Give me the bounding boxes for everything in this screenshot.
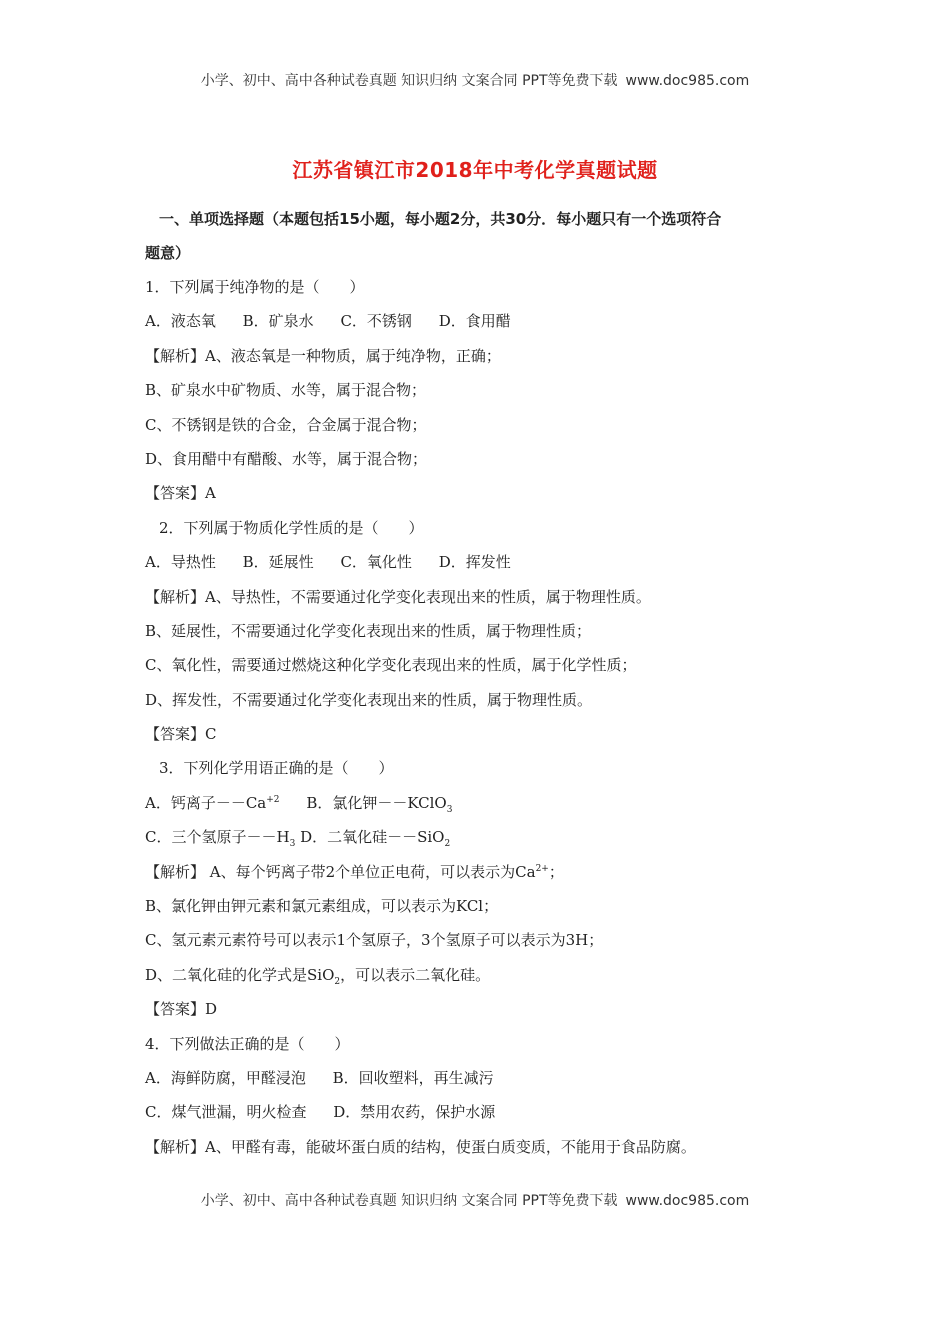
q3-analysis-a (145, 855, 815, 889)
q2-answer: 【答案】C (145, 725, 217, 744)
document-title: 江苏省镇江市2018年中考化学真题试题 (292, 158, 658, 182)
q2-option-d: D．挥发性 (438, 553, 511, 572)
q3-option-a-sup: +2 (266, 794, 280, 805)
q4-options-cd (145, 1095, 815, 1129)
footer-url[interactable]: www.doc985.com (625, 1193, 750, 1209)
q3-option-d (300, 828, 451, 850)
header-url[interactable]: www.doc985.com (625, 73, 750, 89)
q3-option-b-text: B．氯化钾－－KClO (306, 793, 447, 812)
q3-option-d-text: D．二氧化硅－－SiO (300, 828, 445, 847)
q1-analysis-b: B、矿泉水中矿物质、水等，属于混合物； (145, 381, 427, 400)
q1-option-d: D．食用醋 (438, 312, 511, 331)
q2-option-c: C．氧化性 (340, 553, 412, 572)
document-body (145, 202, 815, 1164)
q4-options-ab (145, 1061, 815, 1095)
q3-options-ab (145, 786, 815, 820)
q2-option-a: A．导热性 (145, 553, 216, 572)
q3-option-c-sub: 3 (289, 839, 296, 850)
header-text: 小学、初中、高中各种试卷真题 知识归纳 文案合同 PPT等免费下载 (200, 73, 618, 89)
q3-option-b-sub: 3 (446, 804, 453, 815)
q3-option-c-text: C．三个氢原子－－H (145, 828, 290, 847)
q3-answer: 【答案】D (145, 1000, 218, 1019)
page-footer (0, 1190, 950, 1210)
q1-question: 1．下列属于纯净物的是（ ） (145, 278, 365, 296)
q3-question: 3．下列化学用语正确的是（ ） (159, 759, 394, 778)
q3-analysis-d-sub: 2 (334, 976, 341, 987)
q4-analysis-a: 【解析】A、甲醛有毒，能破坏蛋白质的结构，使蛋白质变质，不能用于食品防腐。 (145, 1137, 696, 1156)
q1-analysis-d: D、食用醋中有醋酸、水等，属于混合物； (145, 449, 428, 468)
q3-option-b (306, 793, 453, 815)
q3-option-a (145, 794, 280, 812)
q3-options-cd (145, 820, 815, 854)
q3-analysis-b: B、氯化钾由钾元素和氯元素组成，可以表示为KCl； (145, 897, 499, 916)
q4-question: 4．下列做法正确的是（ ） (145, 1034, 350, 1053)
q2-analysis-d: D、挥发性，不需要通过化学变化表现出来的性质，属于物理性质。 (145, 690, 593, 709)
q3-option-a-text: A．钙离子－－Ca (145, 793, 267, 812)
q1-option-b: B．矿泉水 (242, 312, 314, 331)
q2-analysis-b: B、延展性，不需要通过化学变化表现出来的性质，属于物理性质； (145, 621, 592, 640)
q2-analysis-c: C、氧化性，需要通过燃烧这种化学变化表现出来的性质，属于化学性质； (145, 656, 637, 675)
q3-analysis-d (145, 958, 815, 992)
q4-option-c: C．煤气泄漏，明火检查 (145, 1103, 307, 1122)
section-heading-line1: 一、单项选择题（本题包括15小题，每小题2分，共30分．每小题只有一个选项符合 (159, 210, 722, 228)
q2-options (145, 545, 815, 579)
q1-option-c: C．不锈钢 (340, 312, 412, 331)
q4-option-a: A．海鲜防腐，甲醛浸泡 (145, 1068, 306, 1087)
q4-option-d: D．禁用农药，保护水源 (333, 1103, 496, 1122)
q2-question: 2．下列属于物质化学性质的是（ ） (159, 518, 424, 537)
q3-analysis-d-post: ，可以表示二氧化硅。 (340, 965, 491, 984)
q3-analysis-c: C、氢元素元素符号可以表示1个氢原子，3个氢原子可以表示为3H； (145, 931, 604, 950)
q3-analysis-a-post: ； (548, 862, 564, 881)
q1-answer: 【答案】A (145, 484, 216, 503)
page-header (0, 70, 950, 90)
footer-text: 小学、初中、高中各种试卷真题 知识归纳 文案合同 PPT等免费下载 (200, 1193, 618, 1209)
q1-analysis-c: C、不锈钢是铁的合金，合金属于混合物； (145, 415, 427, 434)
q1-options (145, 304, 815, 338)
q3-analysis-a-pre: 【解析】 A、每个钙离子带2个单位正电荷，可以表示为Ca (145, 862, 536, 881)
q3-option-d-sub: 2 (444, 839, 451, 850)
section-heading (145, 202, 815, 270)
q3-analysis-a-sup: 2+ (535, 863, 549, 874)
q2-option-b: B．延展性 (242, 553, 314, 572)
q1-analysis-a: 【解析】A、液态氧是一种物质，属于纯净物，正确； (145, 346, 501, 365)
q4-option-b: B．回收塑料，再生减污 (332, 1068, 494, 1087)
q1-option-a: A．液态氧 (145, 312, 216, 331)
q2-analysis-a: 【解析】A、导热性，不需要通过化学变化表现出来的性质，属于物理性质。 (145, 587, 651, 606)
q3-analysis-d-pre: D、二氧化硅的化学式是SiO (145, 965, 335, 984)
q3-option-c (145, 828, 296, 850)
section-heading-line2: 题意） (145, 244, 191, 262)
